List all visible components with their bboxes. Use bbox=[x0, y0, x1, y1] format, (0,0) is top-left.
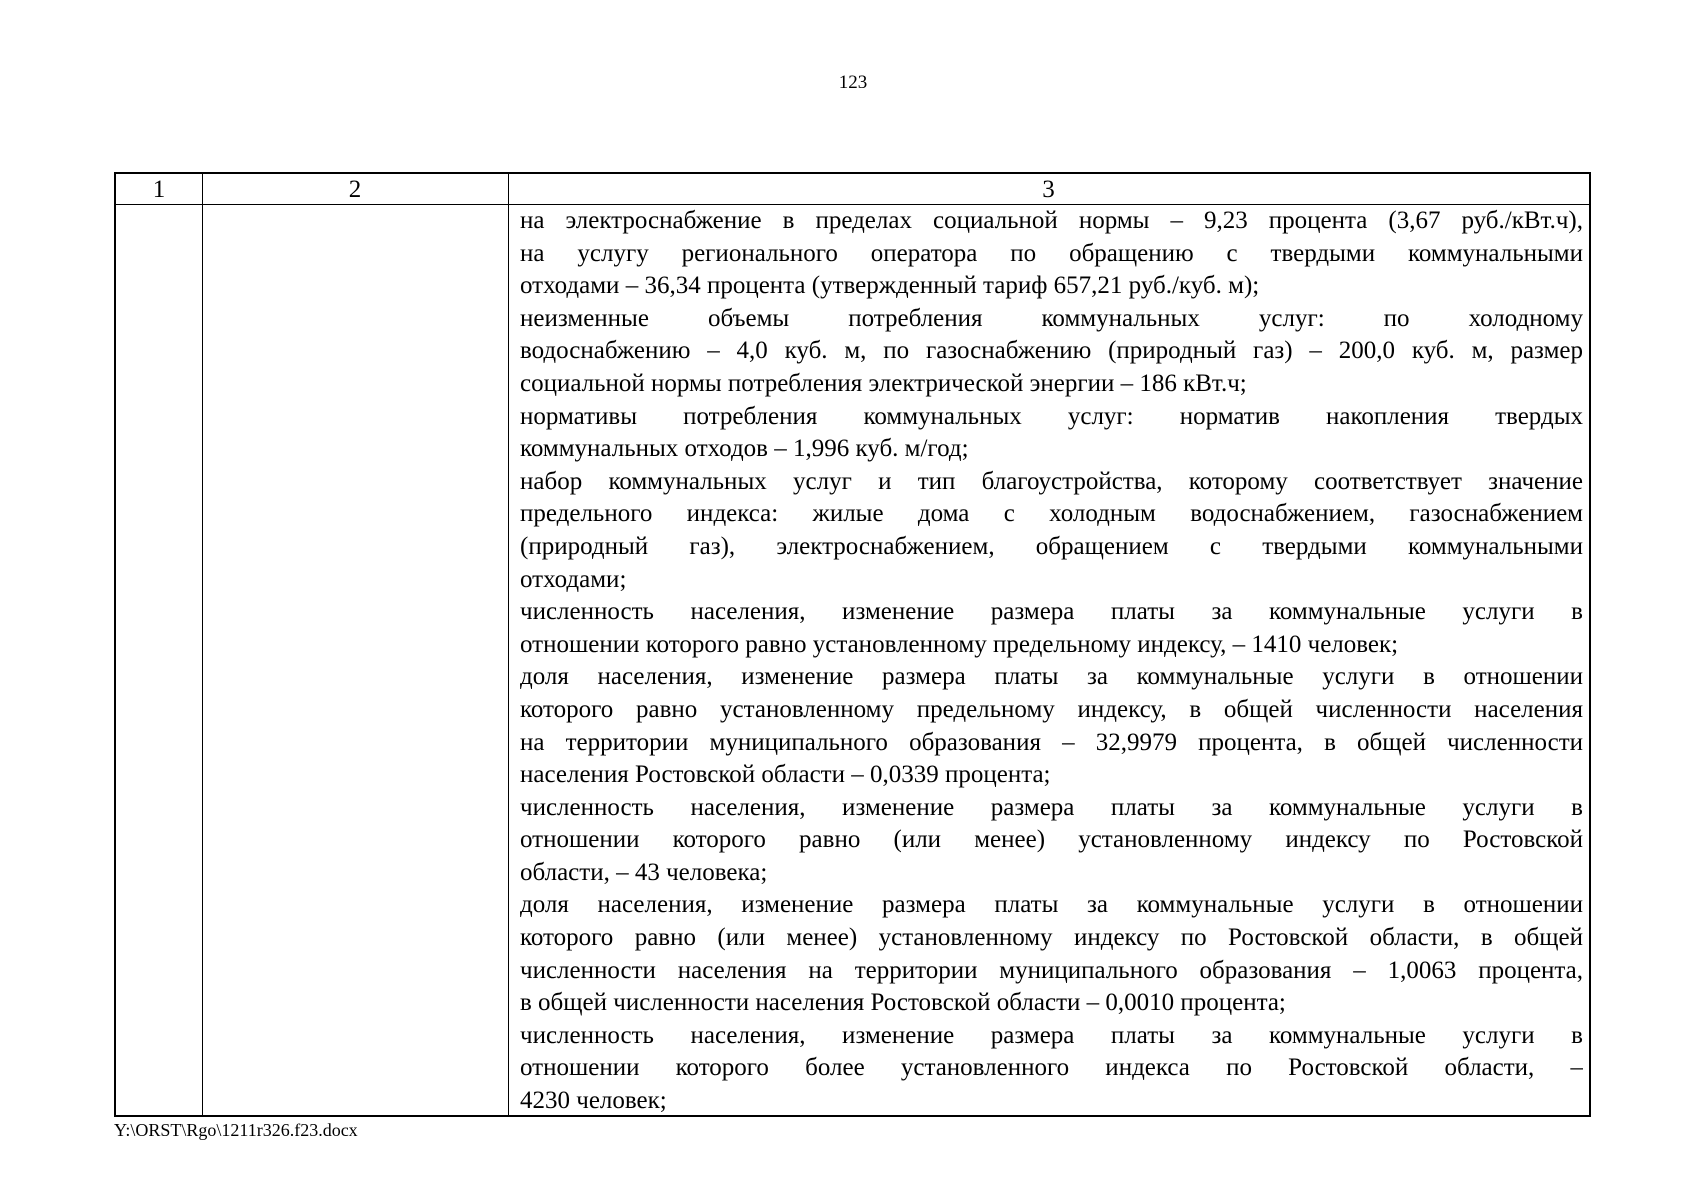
column-3-content bbox=[514, 205, 1589, 1118]
column-divider bbox=[508, 174, 509, 1115]
text-line: которого равно установленному предельному индексу, в общей численности населения bbox=[520, 695, 1583, 723]
paragraph bbox=[520, 466, 1583, 596]
page-number: 123 bbox=[838, 72, 868, 93]
text-line: отходами; bbox=[520, 565, 627, 593]
text-line: которого равно (или менее) установленному индексу по Ростовской области, в общей bbox=[520, 924, 1583, 952]
column-divider bbox=[202, 174, 203, 1115]
paragraph bbox=[520, 401, 1583, 466]
document-table bbox=[114, 172, 1591, 1117]
text-line: доля населения, изменение размера платы за коммунальные услуги в отношении bbox=[520, 891, 1583, 919]
paragraph bbox=[520, 1020, 1583, 1118]
text-line: неизменные объемы потребления коммунальных услуг: по холодному bbox=[520, 304, 1583, 332]
header-col-1: 1 bbox=[152, 176, 166, 203]
text-line: численность населения, изменение размера платы за коммунальные услуги в bbox=[520, 1021, 1583, 1049]
text-line: (природный газ), электроснабжением, обращением с твердыми коммунальными bbox=[520, 532, 1583, 560]
text-line: 4230 человек; bbox=[520, 1087, 667, 1115]
text-line: на территории муниципального образования – 32,9979 процента, в общей численности bbox=[520, 728, 1583, 756]
text-line: области, – 43 человека; bbox=[520, 858, 768, 886]
text-line: социальной нормы потребления электрической энергии – 186 кВт.ч; bbox=[520, 369, 1247, 397]
text-line: предельного индекса: жилые дома с холодным водоснабжением, газоснабжением bbox=[520, 500, 1583, 528]
text-line: численности населения на территории муниципального образования – 1,0063 процента, bbox=[520, 956, 1583, 984]
paragraph bbox=[520, 205, 1583, 303]
text-line: в общей численности населения Ростовской области – 0,0010 процента; bbox=[520, 989, 1286, 1017]
file-path-footer: Y:\ORST\Rgo\1211r326.f23.docx bbox=[114, 1120, 358, 1140]
paragraph bbox=[520, 792, 1583, 890]
text-line: доля населения, изменение размера платы за коммунальные услуги в отношении bbox=[520, 663, 1583, 691]
paragraph bbox=[520, 889, 1583, 1019]
text-line: на электроснабжение в пределах социальной нормы – 9,23 процента (3,67 руб./кВт.ч), bbox=[520, 207, 1583, 234]
text-line: населения Ростовской области – 0,0339 процента; bbox=[520, 761, 1051, 789]
paragraph bbox=[520, 303, 1583, 401]
text-line: отношении которого равно (или менее) установленному индексу по Ростовской bbox=[520, 826, 1583, 854]
paragraph bbox=[520, 661, 1583, 791]
text-line: численность населения, изменение размера платы за коммунальные услуги в bbox=[520, 793, 1583, 821]
text-line: отношении которого более установленного индекса по Ростовской области, – bbox=[520, 1054, 1583, 1082]
text-line: на услугу регионального оператора по обращению с твердыми коммунальными bbox=[520, 239, 1583, 267]
text-line: отходами – 36,34 процента (утвержденный тариф 657,21 руб./куб. м); bbox=[520, 272, 1260, 300]
text-line: водоснабжению – 4,0 куб. м, по газоснабжению (природный газ) – 200,0 куб. м, размер bbox=[520, 337, 1583, 365]
header-col-2: 2 bbox=[348, 176, 362, 203]
paragraph bbox=[520, 596, 1583, 661]
text-line: набор коммунальных услуг и тип благоустройства, которому соответствует значение bbox=[520, 467, 1583, 495]
text-line: численность населения, изменение размера платы за коммунальные услуги в bbox=[520, 598, 1583, 626]
text-line: нормативы потребления коммунальных услуг: норматив накопления твердых bbox=[520, 402, 1583, 430]
text-line: коммунальных отходов – 1,996 куб. м/год; bbox=[520, 435, 969, 463]
header-col-3: 3 bbox=[1042, 176, 1055, 203]
text-line: отношении которого равно установленному предельному индексу, – 1410 человек; bbox=[520, 630, 1399, 658]
